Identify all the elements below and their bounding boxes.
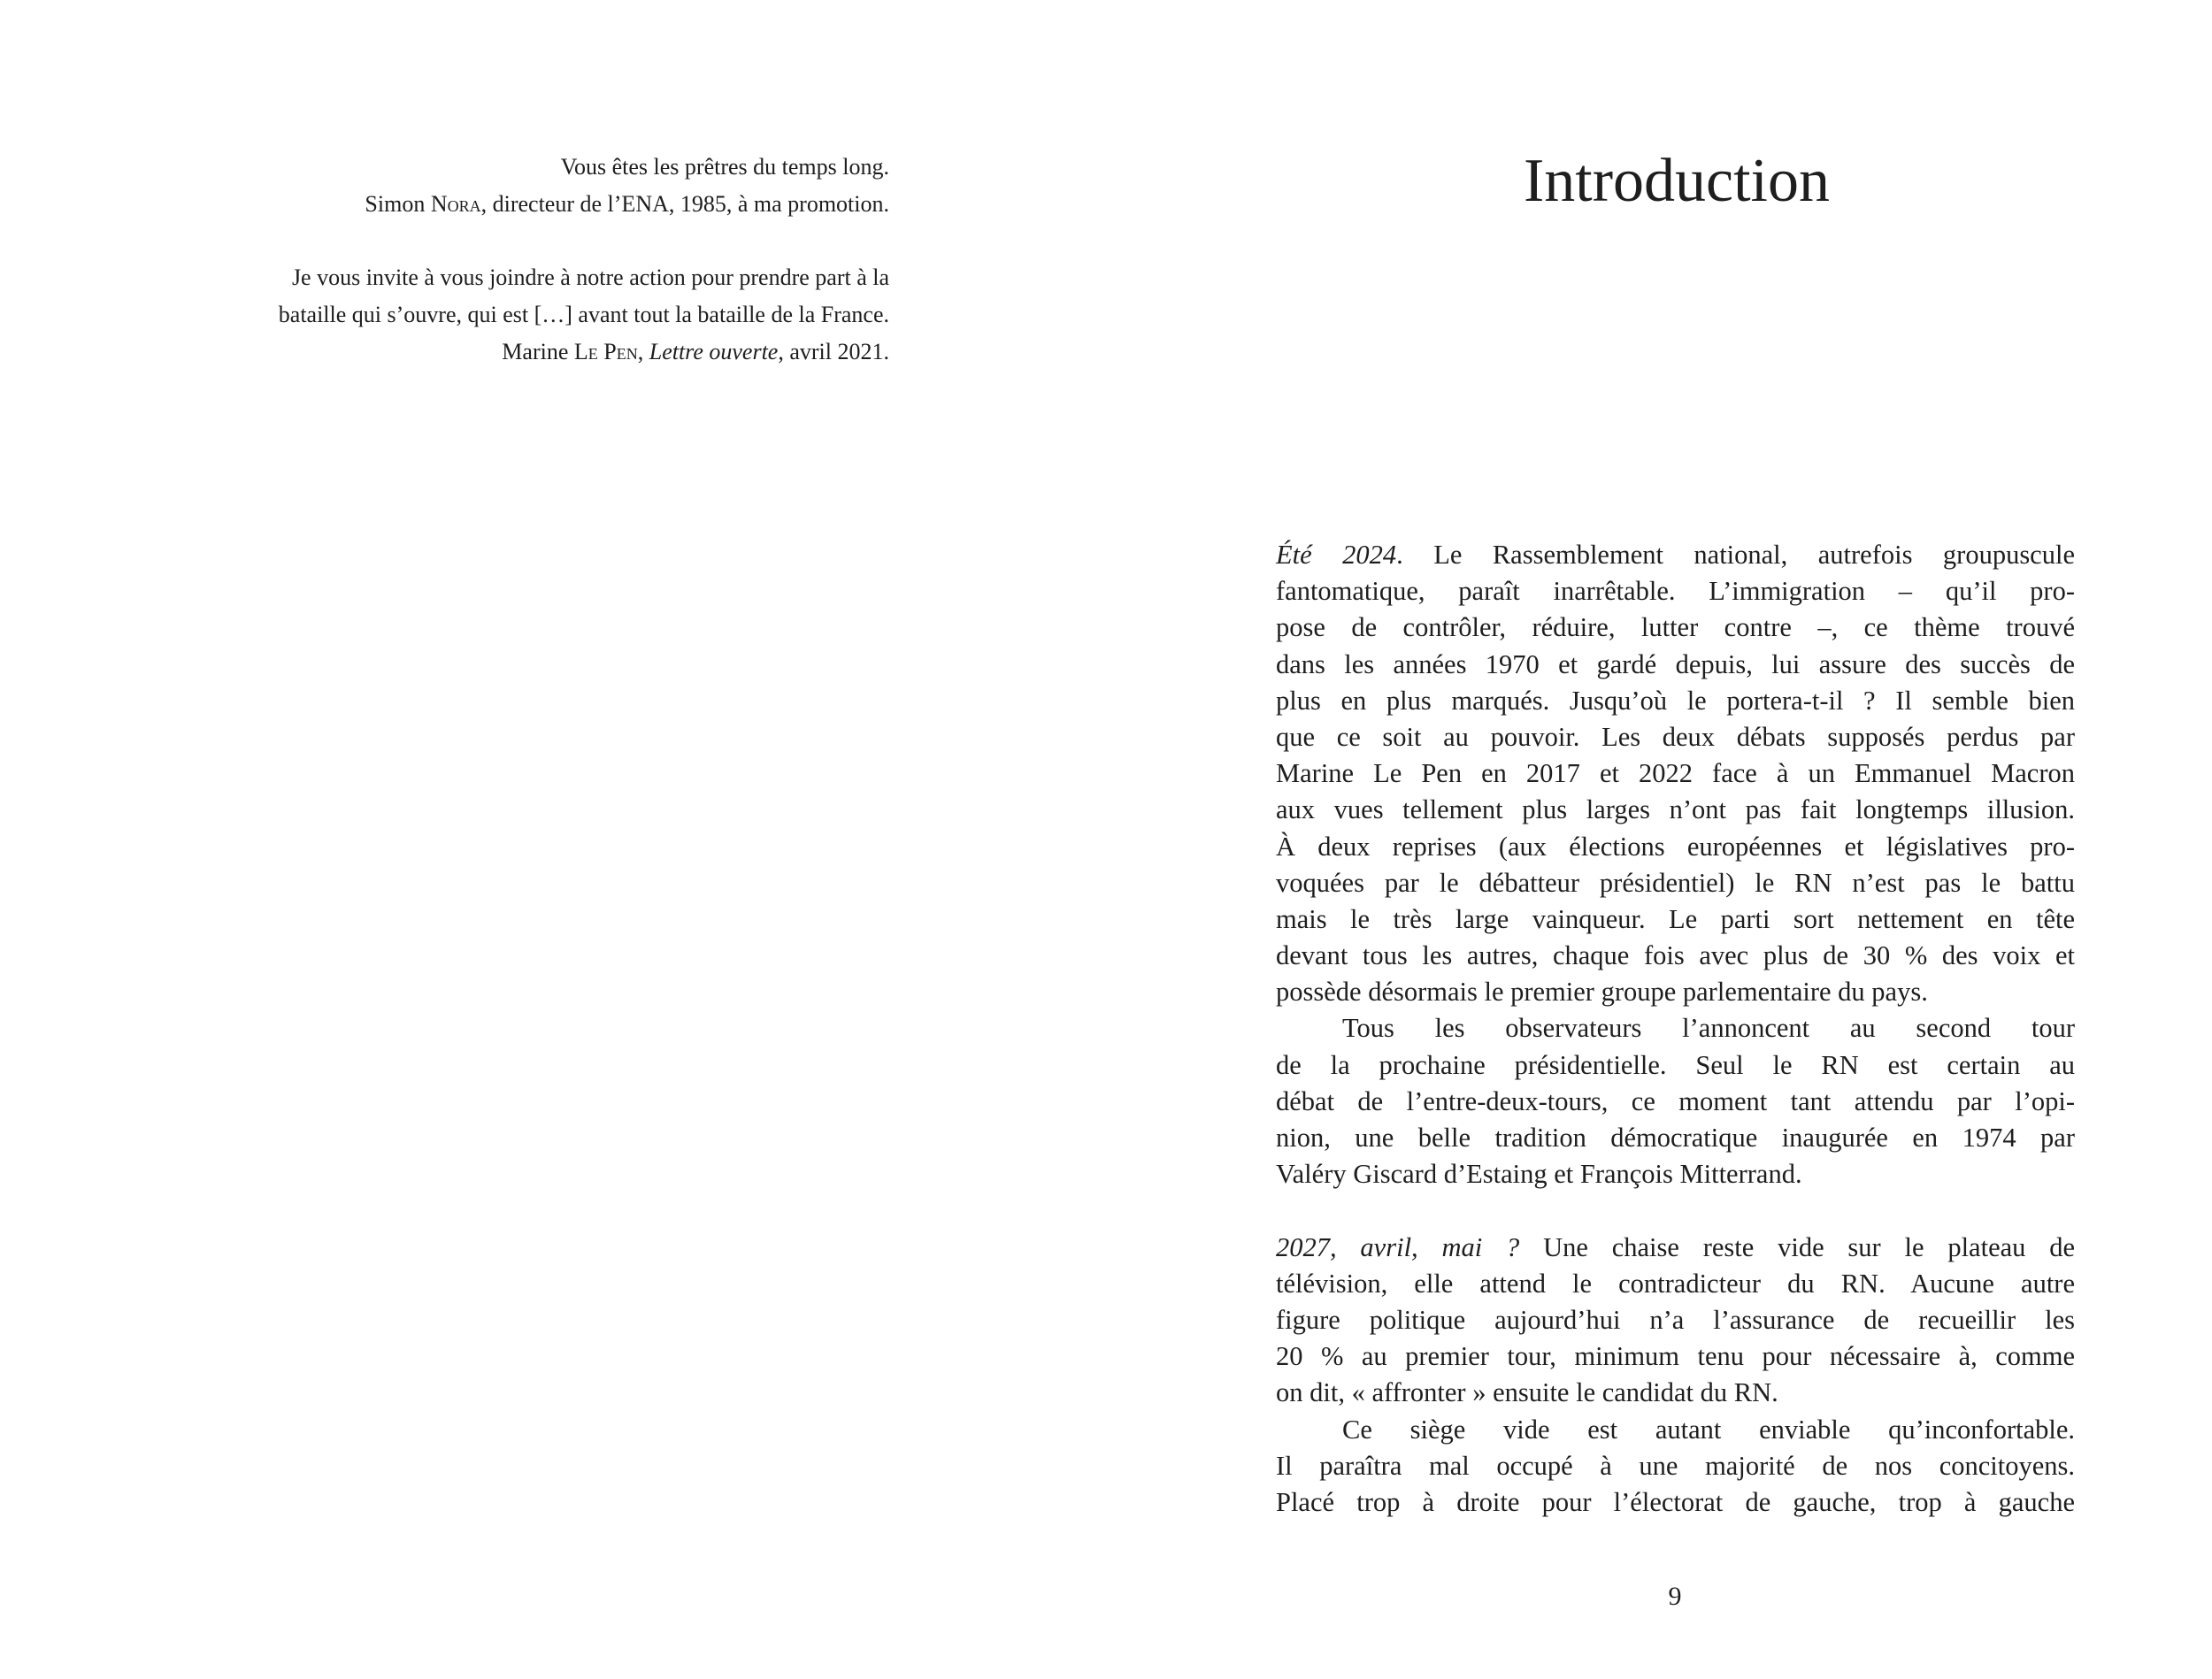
- text-line: [1276, 938, 2075, 974]
- line-text: Valéry Giscard d’Estaing et François Mitterrand.: [1276, 1159, 1802, 1190]
- author-last-name: Le Pen: [573, 339, 638, 364]
- line-text: télévision, elle attend le contradicteur du RN. Aucune autre: [1276, 1268, 2075, 1299]
- line-text: À deux reprises (aux élections européennes et législatives pro-: [1276, 831, 2075, 862]
- text-line: [1276, 792, 2075, 828]
- text-line: [1276, 610, 2075, 646]
- text-line: [1276, 1375, 2075, 1411]
- text-line: [1276, 683, 2075, 719]
- attribution-source: , directeur de l’ENA, 1985, à ma promotion.: [480, 191, 889, 217]
- work-title: Lettre ouverte: [649, 339, 779, 364]
- line-text: nion, une belle tradition démocratique inaugurée en 1974 par: [1276, 1123, 2075, 1153]
- line-text: Placé trop à droite pour l’électorat de gauche, trop à gauche: [1276, 1486, 2075, 1517]
- text-line: [1276, 647, 2075, 683]
- line-text: débat de l’entre-deux-tours, ce moment tant attendu par l’opi-: [1276, 1085, 2075, 1116]
- line-text: possède désormais le premier groupe parlementaire du pays.: [1276, 977, 1928, 1008]
- line-text: 20 % au premier tour, minimum tenu pour nécessaire à, comme: [1276, 1341, 2075, 1372]
- text-line: [1276, 865, 2075, 901]
- text-line: [1276, 537, 2075, 573]
- author-first-name: Marine: [502, 339, 574, 364]
- text-line: [1276, 1484, 2075, 1521]
- epigraph-1-quote: Vous êtes les prêtres du temps long.: [560, 154, 889, 180]
- line-text: devant tous les autres, chaque fois avec plus de 30 % des voix et: [1276, 940, 2075, 971]
- text-line: [1276, 1010, 2075, 1046]
- chapter-title: Introduction: [1523, 147, 1831, 215]
- epigraph-2-quote-line: bataille qui s’ouvre, qui est […] avant tout la bataille de la France.: [278, 302, 889, 327]
- epigraph-2-attribution: [93, 334, 889, 371]
- separator: ,: [637, 339, 649, 364]
- paragraph-gap: [1276, 1192, 2075, 1229]
- text-line: [1276, 1266, 2075, 1302]
- text-line: [1276, 1302, 2075, 1338]
- line-text: on dit, « affronter » ensuite le candidat du RN.: [1276, 1377, 1778, 1408]
- epigraph-2: [93, 259, 889, 371]
- chapter-body-text: [1276, 537, 2075, 1521]
- author-first-name: Simon: [365, 191, 431, 217]
- line-text: plus en plus marqués. Jusqu’où le portera-t-il ? Il semble bien: [1276, 685, 2075, 716]
- line-text: Marine Le Pen en 2017 et 2022 face à un Emmanuel Macron: [1276, 758, 2075, 789]
- author-last-name: Nora: [430, 191, 481, 217]
- line-text: Une chaise reste vide sur le plateau de: [1519, 1231, 2075, 1262]
- text-line: [1276, 1448, 2075, 1484]
- text-line: [1276, 829, 2075, 865]
- text-line: [1276, 1047, 2075, 1084]
- text-line: [1276, 1156, 2075, 1192]
- line-text: mais le très large vainqueur. Le parti sort nettement en tête: [1276, 903, 2075, 934]
- line-text: fantomatique, paraît inarrêtable. L’immigration – qu’il pro-: [1276, 576, 2075, 607]
- epigraph-1: [93, 149, 889, 223]
- epigraph-1-attribution: [93, 186, 889, 223]
- text-line: [1276, 1120, 2075, 1156]
- text-line: [1276, 974, 2075, 1010]
- text-line: [1276, 901, 2075, 938]
- italic-date-lead: Été 2024: [1276, 540, 1397, 570]
- text-line: [1276, 719, 2075, 755]
- line-text: Tous les observateurs l’annoncent au second tour: [1342, 1013, 2075, 1044]
- page-number: 9: [1668, 1582, 1682, 1611]
- line-text: dans les années 1970 et gardé depuis, lui assure des succès de: [1276, 648, 2075, 679]
- line-text: Ce siège vide est autant enviable qu’inconfortable.: [1342, 1414, 2075, 1445]
- line-text: que ce soit au pouvoir. Les deux débats supposés perdus par: [1276, 721, 2075, 752]
- text-line: [1276, 1230, 2075, 1266]
- line-text: figure politique aujourd’hui n’a l’assurance de recueillir les: [1276, 1304, 2075, 1335]
- italic-date-lead: 2027, avril, mai ?: [1276, 1231, 1520, 1262]
- text-line: [1276, 1412, 2075, 1448]
- line-text: voquées par le débatteur présidentiel) le RN n’est pas le battu: [1276, 867, 2075, 898]
- attribution-date: , avril 2021.: [778, 339, 889, 364]
- line-text: aux vues tellement plus larges n’ont pas fait longtemps illusion.: [1276, 794, 2075, 825]
- line-text: pose de contrôler, réduire, lutter contre –, ce thème trouvé: [1276, 612, 2075, 643]
- text-line: [1276, 1084, 2075, 1120]
- epigraph-2-quote-line: Je vous invite à vous joindre à notre action pour prendre part à la: [291, 264, 889, 290]
- line-text: de la prochaine présidentielle. Seul le RN est certain au: [1276, 1049, 2075, 1080]
- line-text: . Le Rassemblement national, autrefois groupuscule: [1396, 540, 2075, 570]
- text-line: [1276, 1338, 2075, 1375]
- text-line: [1276, 755, 2075, 792]
- epigraphs: [93, 149, 889, 371]
- line-text: Il paraîtra mal occupé à une majorité de nos concitoyens.: [1276, 1450, 2075, 1481]
- text-line: [1276, 573, 2075, 610]
